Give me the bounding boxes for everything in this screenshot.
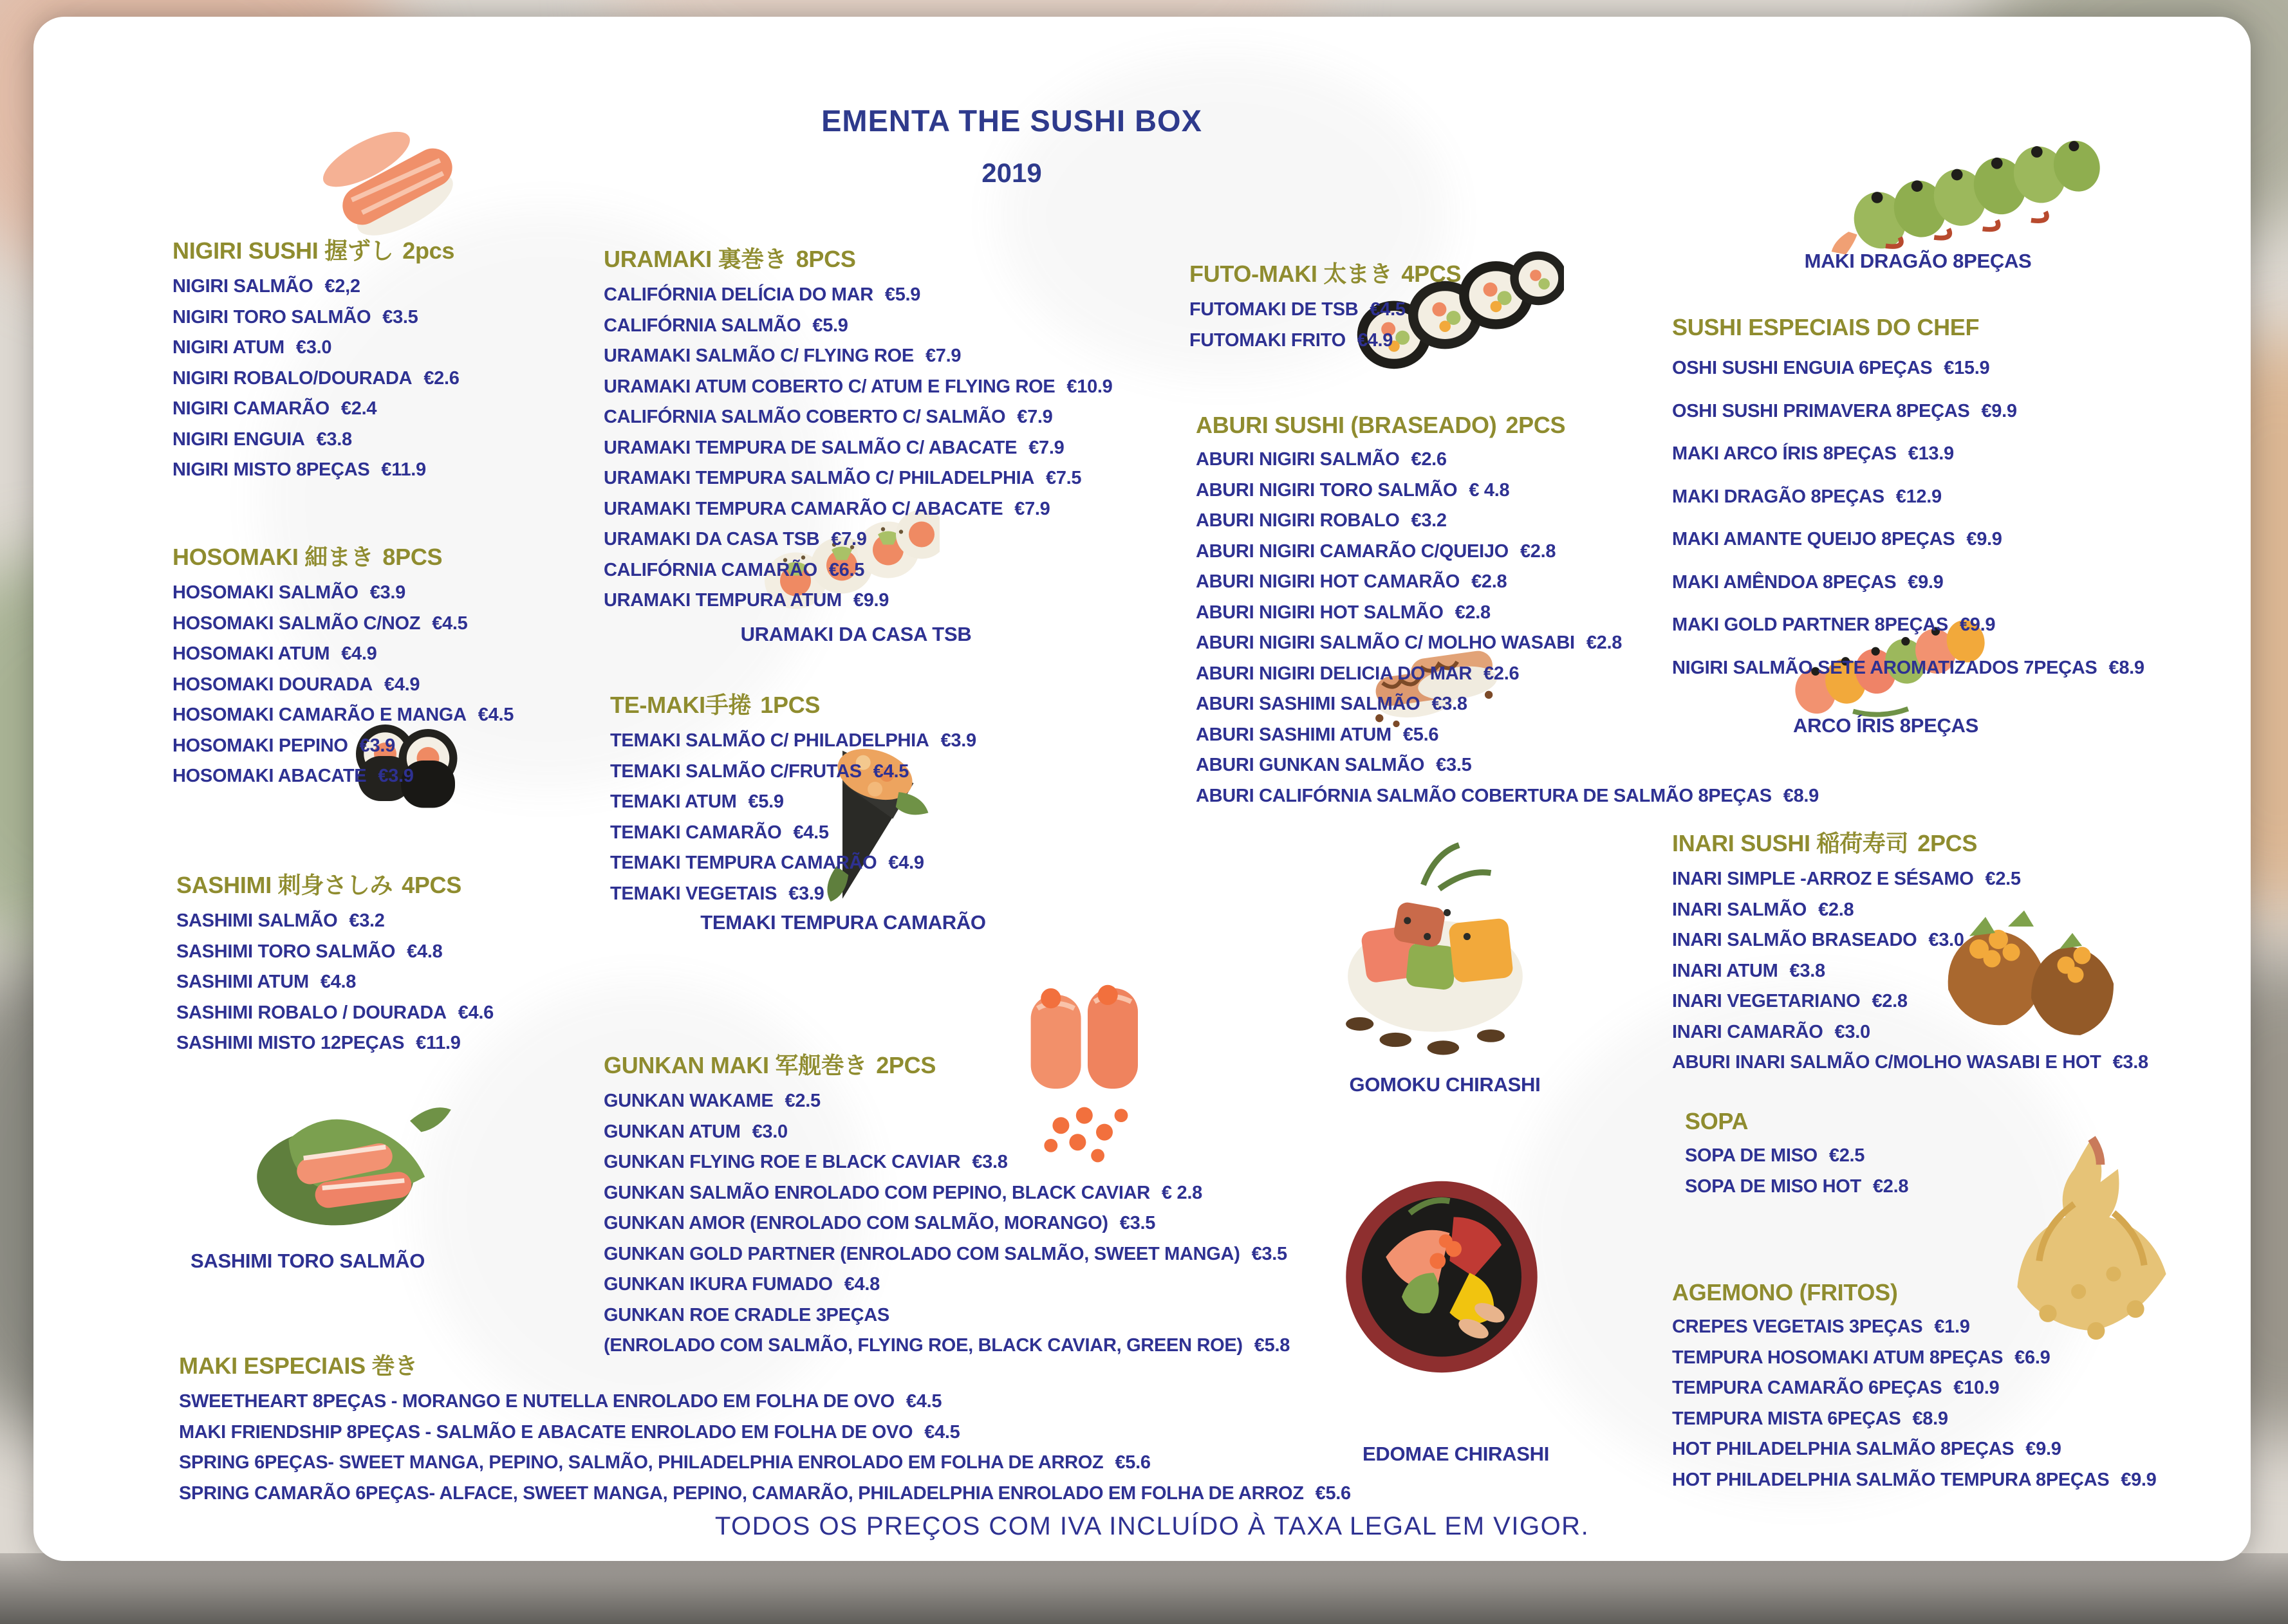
menu-item [172,700,514,731]
menu-item [172,761,514,792]
item-label: GUNKAN AMOR (ENROLADO COM SALMÃO, MORANGO) [604,1213,1108,1233]
item-label: NIGIRI ENGUIA [172,429,305,450]
item-price: €4.9 [341,643,377,664]
menu-item [1672,518,2144,561]
item-label: MAKI ARCO ÍRIS 8PEÇAS [1672,443,1897,464]
menu-item [1672,432,2144,475]
item-price: €3.9 [378,766,414,786]
item-price: €2.8 [1818,899,1854,920]
item-label: CALIFÓRNIA CAMARÃO [604,559,817,580]
menu-item [172,333,460,364]
item-label: HOSOMAKI DOURADA [172,674,373,695]
item-price: €11.9 [416,1033,461,1053]
item-label: SASHIMI SALMÃO [176,910,338,931]
item-label: ABURI GUNKAN SALMÃO [1196,755,1425,775]
caption-sashimi-toro: SASHIMI TORO SALMÃO [190,1250,425,1272]
section-temaki [610,687,976,909]
item-price: €6.5 [828,559,865,580]
menu-item [176,967,494,998]
item-price: €5.9 [812,315,848,336]
item-price: €5.6 [1115,1452,1151,1473]
menu-item [1672,925,2148,956]
maki-dragao-photo [1828,132,2143,257]
menu-item [176,906,494,937]
menu-item [179,1387,1351,1417]
item-label: OSHI SUSHI PRIMAVERA 8PEÇAS [1672,400,1970,421]
item-price: €3.9 [369,582,405,603]
section-sashimi [176,867,494,1059]
menu-item [610,787,976,818]
menu-item [604,1331,1290,1361]
item-price: €2.8 [1471,571,1507,592]
item-label: CALIFÓRNIA SALMÃO COBERTO C/ SALMÃO [604,407,1006,427]
item-label: SASHIMI ATUM [176,972,309,992]
item-label: INARI SALMÃO [1672,899,1807,920]
menu-title: EMENTA THE SUSHI BOX [821,104,1202,138]
item-label: CREPES VEGETAIS 3PEÇAS [1672,1316,1923,1337]
item-price: €5.9 [884,284,921,305]
menu-item [172,670,514,701]
item-price: €3.2 [1411,510,1447,531]
section-sushi-especiais-chef [1672,314,2144,689]
item-label: TEMAKI SALMÃO C/FRUTAS [610,761,862,782]
menu-item [604,586,1113,616]
item-price: €11.9 [381,459,426,480]
menu-item [172,639,514,670]
menu-item [179,1448,1351,1479]
item-label: NIGIRI SALMÃO [172,276,313,297]
section-heading: URAMAKI 裏巻き 8PCS [604,246,856,272]
item-label: ABURI CALIFÓRNIA SALMÃO COBERTURA DE SALMÃO 8PEÇAS [1196,785,1772,806]
item-price: €4.5 [478,705,514,725]
section-nigiri-sushi [172,233,460,486]
item-price: €3.0 [295,337,332,358]
section-heading: HOSOMAKI 細まき 8PCS [172,544,443,570]
item-price: €3.9 [940,730,976,751]
item-label: HOT PHILADELPHIA SALMÃO 8PEÇAS [1672,1439,2014,1459]
item-price: €3.8 [972,1152,1008,1172]
section-heading: SASHIMI 刺身さしみ 4PCS [176,872,461,898]
menu-item [604,1178,1290,1209]
menu-item [1189,326,1461,356]
menu-item [176,1028,494,1059]
item-price: €2.6 [1483,663,1520,684]
item-price: €3.2 [349,910,385,931]
item-price: €4.8 [844,1274,880,1295]
item-label: URAMAKI TEMPURA CAMARÃO C/ ABACATE [604,498,1003,519]
item-price: €4.6 [458,1002,494,1023]
item-price: €5.6 [1402,724,1439,745]
item-label: ABURI SASHIMI ATUM [1196,724,1391,745]
section-heading: ABURI SUSHI (BRASEADO) 2PCS [1196,412,1566,438]
item-label: ABURI NIGIRI TORO SALMÃO [1196,479,1458,501]
item-price: €7.9 [1028,437,1065,458]
item-label: GUNKAN SALMÃO ENROLADO COM PEPINO, BLACK CAVIAR [604,1182,1150,1203]
item-label: INARI SALMÃO BRASEADO [1672,930,1917,950]
menu-item [1672,1312,2157,1343]
menu-item [1672,895,2148,926]
menu-item [1672,1017,2148,1048]
item-price: €3.8 [1789,960,1825,981]
menu-item [1672,561,2144,604]
item-label: NIGIRI ROBALO/DOURADA [172,367,413,389]
caption-maki-dragao: MAKI DRAGÃO 8PEÇAS [1804,250,2032,272]
menu-item [604,1086,1290,1117]
item-label: TEMAKI CAMARÃO [610,822,782,843]
item-label: OSHI SUSHI ENGUIA 6PEÇAS [1672,358,1933,378]
menu-item [604,1269,1290,1300]
menu-item [172,425,460,456]
menu-item [1196,689,1819,720]
item-label: URAMAKI TEMPURA DE SALMÃO C/ ABACATE [604,437,1018,458]
item-label: ABURI NIGIRI SALMÃO [1196,449,1400,470]
menu-item [1196,720,1819,751]
item-label: NIGIRI CAMARÃO [172,398,330,419]
item-label: FUTOMAKI FRITO [1189,329,1346,351]
menu-item [604,524,1113,555]
section-maki-especiais [179,1348,1351,1509]
menu-year: 2019 [981,158,1042,188]
item-price: €8.9 [2108,657,2144,678]
item-price: €7.9 [925,346,962,366]
menu-item [1189,295,1461,326]
item-label: URAMAKI TEMPURA SALMÃO C/ PHILADELPHIA [604,468,1035,488]
item-label: GUNKAN FLYING ROE E BLACK CAVIAR [604,1152,961,1172]
item-label: FUTOMAKI DE TSB [1189,299,1359,320]
menu-item [610,757,976,788]
item-price: €3.8 [316,429,352,450]
item-price: €4.5 [1370,299,1406,320]
item-price: €2.5 [1828,1145,1865,1166]
item-price: €4.9 [384,674,420,695]
item-price: €7.9 [1017,407,1053,427]
menu-title-block [821,103,1202,189]
menu-item [604,463,1113,494]
item-label: SWEETHEART 8PEÇAS - MORANGO E NUTELLA ENROLADO EM FOLHA DE OVO [179,1391,895,1412]
menu-item [172,272,460,302]
item-label: TEMAKI SALMÃO C/ PHILADELPHIA [610,730,929,751]
menu-item [172,578,514,609]
item-price: €9.9 [1908,571,1944,593]
item-price: €4.5 [873,761,909,782]
menu-item [604,372,1113,403]
menu-item [604,280,1113,311]
item-price: €2.8 [1520,540,1556,562]
section-heading: NIGIRI SUSHI 握ずし 2pcs [172,237,455,264]
item-price: €6.9 [2014,1347,2051,1368]
item-price: €2.5 [785,1091,821,1111]
item-price: €15.9 [1944,358,1990,378]
item-price: €4.9 [888,853,924,873]
section-sopa [1685,1108,1908,1202]
item-label: MAKI DRAGÃO 8PEÇAS [1672,486,1884,507]
item-price: €2.4 [340,398,377,419]
menu-item [604,1300,1290,1331]
item-label: HOSOMAKI PEPINO [172,735,348,756]
item-label: GUNKAN ROE CRADLE 3PEÇAS [604,1304,889,1325]
item-label: ABURI NIGIRI DELICIA DO MAR [1196,663,1473,684]
item-label: NIGIRI MISTO 8PEÇAS [172,459,370,480]
menu-item [179,1479,1351,1509]
menu-item [1672,864,2148,895]
item-label: NIGIRI ATUM [172,337,284,358]
item-price: € 4.8 [1469,479,1510,501]
edomae-chirashi-photo [1342,1145,1541,1428]
menu-item [1672,956,2148,987]
footer-vat-notice: TODOS OS PREÇOS COM IVA INCLUÍDO À TAXA LEGAL EM VIGOR. [714,1512,1590,1540]
item-label: TEMAKI TEMPURA CAMARÃO [610,853,877,873]
item-price: €3.0 [752,1121,788,1142]
item-price: €3.9 [788,883,824,904]
item-label: HOT PHILADELPHIA SALMÃO TEMPURA 8PEÇAS [1672,1469,2110,1490]
menu-item [172,731,514,762]
item-price: €9.9 [1966,529,2002,549]
item-price: €3.8 [2112,1052,2148,1073]
menu-item [604,1147,1290,1178]
section-heading: TE-MAKI手捲 1PCS [610,692,821,718]
item-label: SASHIMI ROBALO / DOURADA [176,1002,447,1023]
menu-item [176,937,494,968]
menu-item [1672,1047,2148,1078]
section-heading: FUTO-MAKI 太まき 4PCS [1189,261,1462,287]
menu-item [179,1417,1351,1448]
item-label: MAKI AMANTE QUEIJO 8PEÇAS [1672,529,1955,549]
item-price: €9.9 [2025,1439,2061,1459]
section-heading: SUSHI ESPECIAIS DO CHEF [1672,314,1980,340]
item-label: NIGIRI TORO SALMÃO [172,306,371,328]
section-agemono [1672,1279,2157,1495]
menu-item [1672,475,2144,519]
item-price: €12.9 [1895,486,1942,507]
item-label: ABURI INARI SALMÃO C/MOLHO WASABI E HOT [1672,1052,2101,1073]
menu-item [604,1239,1290,1270]
item-price: €2,2 [324,276,360,297]
item-price: €2.8 [1586,632,1623,653]
menu-item [172,609,514,640]
item-label: URAMAKI DA CASA TSB [604,529,820,549]
item-label: SPRING 6PEÇAS- SWEET MANGA, PEPINO, SALMÃO, PHILADELPHIA ENROLADO EM FOLHA DE ARROZ [179,1452,1104,1473]
item-price: €8.9 [1912,1408,1948,1429]
menu-item [1672,1465,2157,1496]
item-price: €9.9 [1959,614,1996,635]
item-price: €5.8 [1254,1335,1290,1356]
item-label: TEMAKI ATUM [610,791,737,812]
item-price: €10.9 [1066,376,1113,397]
item-label: CALIFÓRNIA SALMÃO [604,315,801,336]
item-label: INARI VEGETARIANO [1672,991,1861,1011]
menu-item [172,364,460,394]
item-price: €13.9 [1908,443,1954,464]
item-price: € 2.8 [1161,1182,1202,1203]
caption-arco-iris: ARCO ÍRIS 8PEÇAS [1792,714,1979,737]
item-label: INARI SIMPLE -ARROZ E SÉSAMO [1672,869,1974,889]
item-price: €2.6 [1411,449,1447,470]
item-price: €3.9 [359,735,395,756]
menu-item [1672,1404,2157,1435]
section-heading: INARI SUSHI 稲荷寿司 2PCS [1672,830,1978,856]
menu-item [1672,1434,2157,1465]
section-futomaki [1189,256,1461,356]
item-label: INARI ATUM [1672,960,1778,981]
menu-item [604,555,1113,586]
item-label: GUNKAN GOLD PARTNER (ENROLADO COM SALMÃO, SWEET MANGA) [604,1243,1240,1264]
item-label: MAKI AMÊNDOA 8PEÇAS [1672,571,1897,593]
section-heading: GUNKAN MAKI 军舰巻き 2PCS [604,1052,936,1078]
item-label: MAKI FRIENDSHIP 8PEÇAS - SALMÃO E ABACATE ENROLADO EM FOLHA DE OVO [179,1421,913,1443]
menu-item [604,341,1113,372]
menu-item [1672,1343,2157,1374]
item-price: €3.5 [382,306,418,328]
item-label: HOSOMAKI ATUM [172,643,330,664]
item-label: HOSOMAKI CAMARÃO E MANGA [172,705,467,725]
item-label: HOSOMAKI SALMÃO [172,582,358,603]
caption-edomae-chirashi: EDOMAE CHIRASHI [1362,1443,1550,1465]
menu-item [1196,750,1819,781]
menu-item [1672,390,2144,433]
item-price: €4.5 [432,613,468,634]
item-label: ABURI SASHIMI SALMÃO [1196,694,1420,714]
item-label: TEMAKI VEGETAIS [610,883,777,904]
section-heading: SOPA [1685,1108,1749,1134]
item-price: €4.9 [1357,329,1393,351]
item-label: ABURI NIGIRI CAMARÃO C/QUEIJO [1196,540,1509,562]
item-price: €9.9 [1981,400,2017,421]
caption-temaki-tempura: TEMAKI TEMPURA CAMARÃO [700,911,986,934]
item-price: €4.8 [320,972,357,992]
section-heading: AGEMONO (FRITOS) [1672,1279,1898,1306]
menu-item [1685,1172,1908,1203]
menu-item [604,311,1113,342]
menu-item [1196,781,1819,812]
item-label: URAMAKI TEMPURA ATUM [604,590,842,611]
item-price: €9.9 [853,590,889,611]
menu-item [176,998,494,1029]
section-hosomaki [172,539,514,792]
menu-item [1685,1141,1908,1172]
menu-item [604,1117,1290,1148]
item-price: €5.9 [748,791,784,812]
background-bottom-band [0,1553,2288,1624]
item-price: €5.6 [1315,1482,1351,1504]
menu-item [172,455,460,486]
menu-item [1672,1373,2157,1404]
item-price: €4.8 [407,941,443,962]
menu-item [610,848,976,879]
item-label: SOPA DE MISO [1685,1145,1818,1166]
item-price: €10.9 [1953,1378,2000,1398]
menu-item [1672,347,2144,390]
menu-item [604,402,1113,433]
item-price: €9.9 [2121,1469,2157,1490]
item-label: ABURI NIGIRI HOT SALMÃO [1196,602,1444,623]
menu-item [604,433,1113,464]
section-heading: MAKI ESPECIAIS 巻き [179,1352,418,1379]
item-price: €3.0 [1928,930,1964,950]
item-price: €7.9 [1014,498,1050,519]
section-gunkan-maki [604,1047,1290,1361]
caption-uramaki-da-casa: URAMAKI DA CASA TSB [740,623,972,645]
item-label: GUNKAN WAKAME [604,1091,774,1111]
item-price: €7.9 [831,529,867,549]
item-price: €4.5 [924,1421,960,1443]
item-price: €7.5 [1046,468,1082,488]
item-price: €2.5 [1985,869,2021,889]
item-label: ABURI NIGIRI HOT CAMARÃO [1196,571,1460,592]
item-label: MAKI GOLD PARTNER 8PEÇAS [1672,614,1948,635]
item-label: URAMAKI ATUM COBERTO C/ ATUM E FLYING ROE [604,376,1056,397]
item-price: €3.0 [1834,1021,1870,1042]
section-inari-sushi [1672,826,2148,1078]
item-label: NIGIRI SALMÃO SETE AROMATIZADOS 7PEÇAS [1672,657,2097,678]
item-label: ABURI NIGIRI ROBALO [1196,510,1400,531]
item-price: €3.5 [1119,1213,1156,1233]
menu-item [172,394,460,425]
caption-gomoku-chirashi: GOMOKU CHIRASHI [1349,1073,1541,1096]
gomoku-chirashi-photo [1335,833,1535,1062]
menu-item [1672,986,2148,1017]
item-price: €4.5 [906,1391,942,1412]
section-uramaki [604,241,1113,616]
menu-item [172,302,460,333]
item-label: (ENROLADO COM SALMÃO, FLYING ROE, BLACK CAVIAR, GREEN ROE) [604,1335,1243,1356]
item-price: €2.8 [1872,991,1908,1011]
menu-item [610,879,976,910]
item-label: CALIFÓRNIA DELÍCIA DO MAR [604,284,873,305]
menu-item [604,1208,1290,1239]
item-price: €2.6 [423,367,460,389]
item-label: TEMPURA CAMARÃO 6PEÇAS [1672,1378,1942,1398]
sashimi-toro-photo [232,1065,476,1251]
item-label: ABURI NIGIRI SALMÃO C/ MOLHO WASABI [1196,632,1575,653]
item-label: HOSOMAKI ABACATE [172,766,367,786]
item-label: GUNKAN IKURA FUMADO [604,1274,833,1295]
menu-item [610,726,976,757]
menu-item [1672,647,2144,690]
item-label: HOSOMAKI SALMÃO C/NOZ [172,613,421,634]
menu-item [1672,604,2144,647]
item-price: €1.9 [1934,1316,1970,1337]
item-price: €3.8 [1431,694,1467,714]
item-label: GUNKAN ATUM [604,1121,741,1142]
menu-item [604,494,1113,525]
item-label: TEMPURA HOSOMAKI ATUM 8PEÇAS [1672,1347,2004,1368]
item-label: URAMAKI SALMÃO C/ FLYING ROE [604,346,914,366]
item-label: SASHIMI TORO SALMÃO [176,941,396,962]
item-price: €3.5 [1436,755,1472,775]
item-price: €4.5 [793,822,829,843]
item-price: €8.9 [1783,785,1819,806]
item-label: INARI CAMARÃO [1672,1021,1823,1042]
menu-item [610,818,976,849]
item-price: €2.8 [1455,602,1491,623]
item-price: €3.5 [1251,1243,1287,1264]
item-label: SPRING CAMARÃO 6PEÇAS- ALFACE, SWEET MANGA, PEPINO, CAMARÃO, PHILADELPHIA ENROLADO EM FOLHA DE ARROZ [179,1482,1304,1504]
item-label: TEMPURA MISTA 6PEÇAS [1672,1408,1901,1429]
item-label: SASHIMI MISTO 12PEÇAS [176,1033,405,1053]
item-price: €2.8 [1872,1176,1909,1197]
item-label: SOPA DE MISO HOT [1685,1176,1861,1197]
